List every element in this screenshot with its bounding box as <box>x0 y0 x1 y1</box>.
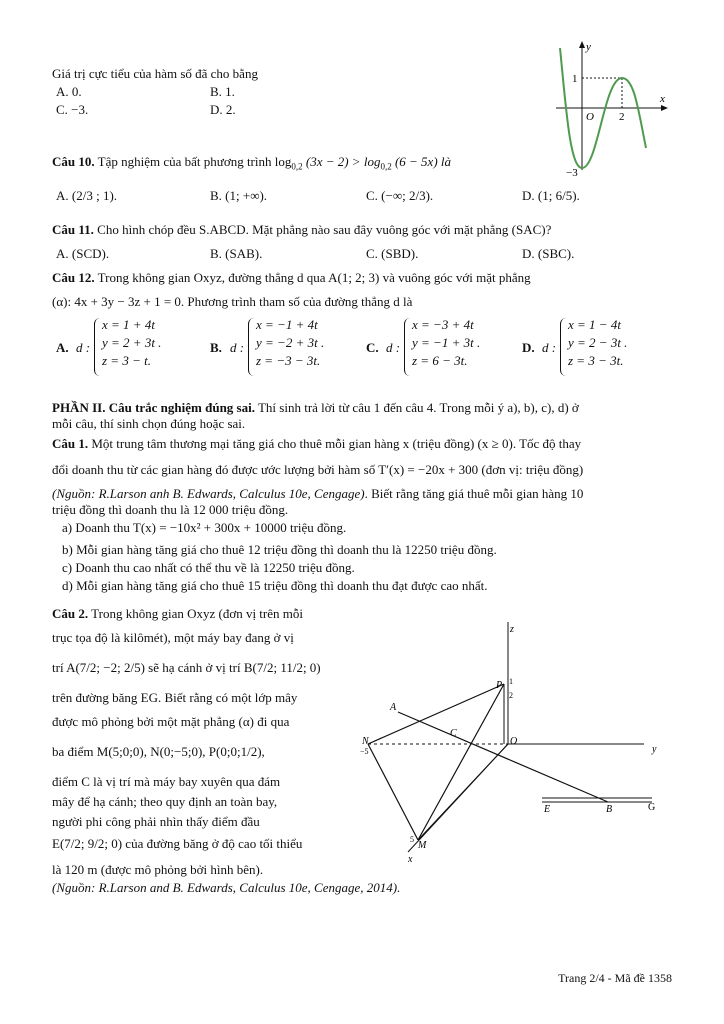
c2-line1 <box>52 606 303 622</box>
q12-option-a-label: A. <box>56 340 69 355</box>
q10-base-2: 0,2 <box>380 161 392 172</box>
q12-option-a-brace <box>94 318 100 376</box>
q12-option-c-d: d : <box>386 340 401 355</box>
c1-source: (Nguồn: R.Larson anh B. Edwards, Calculus 10e, Cengage) <box>52 486 365 501</box>
cubic-graph <box>552 38 672 178</box>
q12-b-eq-z: z = −3 − 3t. <box>256 353 321 368</box>
c2-l5: được mô phỏng bởi một mặt phẳng (α) đi qua <box>52 714 290 729</box>
q12-a-eq-x: x = 1 + 4t <box>102 317 155 332</box>
q12-b-eq-y: y = −2 + 3t . <box>256 335 325 350</box>
part2-title: PHẦN II. Câu trắc nghiệm đúng sai. <box>52 400 255 415</box>
q12-option-c-brace <box>404 318 410 376</box>
q12-option-b-d: d : <box>230 340 245 355</box>
c2-l4: trên đường băng EG. Biết rằng có một lớp mây <box>52 690 298 705</box>
q12-label: Câu 12. <box>52 270 95 285</box>
q10-ineq2: (6 − 5x) là <box>394 154 452 169</box>
prev-option-c: C. −3. <box>56 102 89 117</box>
c2-label: Câu 2. <box>52 606 89 621</box>
c1-line1 <box>52 436 581 452</box>
q10-option-b: B. (1; +∞). <box>210 188 268 203</box>
fig-m-label: M <box>418 840 427 851</box>
graph-x-label: x <box>660 93 665 105</box>
q12-option-d-label: D. <box>522 340 535 355</box>
q12-option-b-brace <box>248 318 254 376</box>
q12-option-d-brace <box>560 318 566 376</box>
fig-g-label: G <box>648 802 656 813</box>
prev-question-stem: Giá trị cực tiểu của hàm số đã cho bằng <box>52 66 258 81</box>
q12-option-d-d: d : <box>542 340 557 355</box>
c2-source: (Nguồn: R.Larson and B. Edwards, Calculus 10e, Cengage, 2014). <box>52 880 401 895</box>
c2-l11: là 120 m (được mô phỏng bởi hình bên). <box>52 862 264 877</box>
graph-tick-2: 2 <box>619 111 625 123</box>
q12-line2: (α): 4x + 3y − 3z + 1 = 0. Phương trình tham số của đường thẳng d là <box>52 294 413 309</box>
q12-c-eq-x: x = −3 + 4t <box>412 317 474 332</box>
c2-l1: Trong không gian Oxyz (đơn vị trên mỗi <box>91 606 303 621</box>
q11-text: Cho hình chóp đều S.ABCD. Mặt phẳng nào sau đây vuông góc với mặt phẳng (SAC)? <box>97 222 552 237</box>
c1-item-d: d) Mỗi gian hàng tăng giá cho thuê 15 triệu đồng thì doanh thu đạt được cao nhất. <box>62 578 488 593</box>
q12-option-c-system <box>412 316 480 370</box>
q12-c-eq-z: z = 6 − 3t. <box>412 353 468 368</box>
q12-option-a-d: d : <box>76 340 91 355</box>
q11-option-d: D. (SBC). <box>522 246 575 261</box>
fig-c-label: C <box>450 728 457 739</box>
q12-a-eq-y: y = 2 + 3t . <box>102 335 162 350</box>
fig-o-label: O <box>510 736 518 747</box>
graph-tick-1: 1 <box>572 73 578 85</box>
q10-stem <box>52 154 451 172</box>
q12-option-b-system <box>256 316 324 370</box>
c2-l6: ba điểm M(5;0;0), N(0;−5;0), P(0;0;1/2), <box>52 744 265 759</box>
airplane-landing-figure <box>352 612 682 874</box>
c2-l10: E(7/2; 9/2; 0) của đường băng ở độ cao tối thiểu <box>52 836 303 851</box>
c1-l3-rest: . Biết rằng tăng giá thuê mỗi gian hàng 10 <box>364 486 584 501</box>
c1-l1: Một trung tâm thương mại tăng giá cho thuê mỗi gian hàng x (triệu đồng) (x ≥ 0). Tốc độ thay <box>91 436 582 451</box>
c1-l2: đổi doanh thu từ các gian hàng đó được ước lượng bởi hàm số T′(x) = −20x + 300 (đơn vị: triệu đồng) <box>52 462 584 477</box>
q10-label: Câu 10. <box>52 154 95 169</box>
prev-option-a: A. 0. <box>56 84 82 99</box>
fig-five-label: 5 <box>410 835 414 844</box>
q12-d-eq-y: y = 2 − 3t . <box>568 335 628 350</box>
q10-ineq: (3x − 2) > log <box>305 154 381 169</box>
fig-half-num: 1 <box>509 677 513 686</box>
fig-m5-label: −5 <box>360 747 369 756</box>
q12-b-eq-x: x = −1 + 4t <box>256 317 318 332</box>
q12-d-eq-z: z = 3 − 3t. <box>568 353 624 368</box>
fig-half-den: 2 <box>509 691 513 700</box>
graph-y-label: y <box>586 41 591 53</box>
fig-a-label: A <box>390 702 397 713</box>
q10-option-d: D. (1; 6/5). <box>522 188 580 203</box>
c2-l7: điểm C là vị trí mà máy bay xuyên qua đám <box>52 774 281 789</box>
fig-x-label: x <box>408 854 413 865</box>
part2-intro2: mỗi câu, thí sinh chọn đúng hoặc sai. <box>52 416 246 431</box>
c1-item-b: b) Mỗi gian hàng tăng giá cho thuê 12 triệu đồng thì doanh thu là 12250 triệu đồng. <box>62 542 497 557</box>
q12-option-d-system <box>568 316 627 370</box>
q12-option-c-label: C. <box>366 340 379 355</box>
c2-l3: trí A(7/2; −2; 2/5) sẽ hạ cánh ở vị trí B(7/2; 11/2; 0) <box>52 660 321 675</box>
q11-option-b: B. (SAB). <box>210 246 263 261</box>
q12-d-eq-x: x = 1 − 4t <box>568 317 621 332</box>
q11-label: Câu 11. <box>52 222 94 237</box>
q10-option-a: A. (2/3 ; 1). <box>56 188 118 203</box>
q11-option-c: C. (SBD). <box>366 246 419 261</box>
q12-c-eq-y: y = −1 + 3t . <box>412 335 481 350</box>
q10-base-1: 0,2 <box>291 161 303 172</box>
q12-option-b-label: B. <box>210 340 222 355</box>
c1-l4: triệu đồng thì doanh thu là 12 000 triệu đồng. <box>52 502 289 517</box>
prev-option-b: B. 1. <box>210 84 235 99</box>
graph-origin: O <box>586 111 594 123</box>
c1-line3 <box>52 486 583 502</box>
q12-option-a-system <box>102 316 161 370</box>
fig-n-label: N <box>362 736 369 747</box>
fig-b-label: B <box>606 804 613 815</box>
graph-tick-m3: −3 <box>566 167 578 178</box>
prev-option-d: D. 2. <box>210 102 236 117</box>
page-footer: Trang 2/4 - Mã đề 1358 <box>558 971 672 985</box>
q11-option-a: A. (SCD). <box>56 246 110 261</box>
c2-l2: trục tọa độ là kilômét), một máy bay đang ở vị <box>52 630 294 645</box>
fig-e-label: E <box>544 804 551 815</box>
q10-text: Tập nghiệm của bất phương trình log <box>97 154 292 169</box>
c1-item-a: a) Doanh thu T(x) = −10x² + 300x + 10000 triệu đồng. <box>62 520 347 535</box>
fig-p-label: P <box>496 680 503 691</box>
c2-l9: người phi công phải nhìn thấy điểm đầu <box>52 814 260 829</box>
c1-label: Câu 1. <box>52 436 89 451</box>
q10-option-c: C. (−∞; 2/3). <box>366 188 434 203</box>
q12-line1: Trong không gian Oxyz, đường thẳng d qua A(1; 2; 3) và vuông góc với mặt phẳng <box>97 270 531 285</box>
c2-l8: mây để hạ cánh; theo quy định an toàn bay, <box>52 794 278 809</box>
fig-y-label: y <box>652 744 657 755</box>
part2-intro1: Thí sinh trả lời từ câu 1 đến câu 4. Trong mỗi ý a), b), c), d) ở <box>254 400 579 415</box>
q11-stem <box>52 222 551 238</box>
q12-a-eq-z: z = 3 − t. <box>102 353 151 368</box>
part2-intro <box>52 400 579 416</box>
fig-z-label: z <box>510 624 514 635</box>
q12-stem-line1 <box>52 270 531 286</box>
c1-item-c: c) Doanh thu cao nhất có thể thu về là 12250 triệu đồng. <box>62 560 355 575</box>
